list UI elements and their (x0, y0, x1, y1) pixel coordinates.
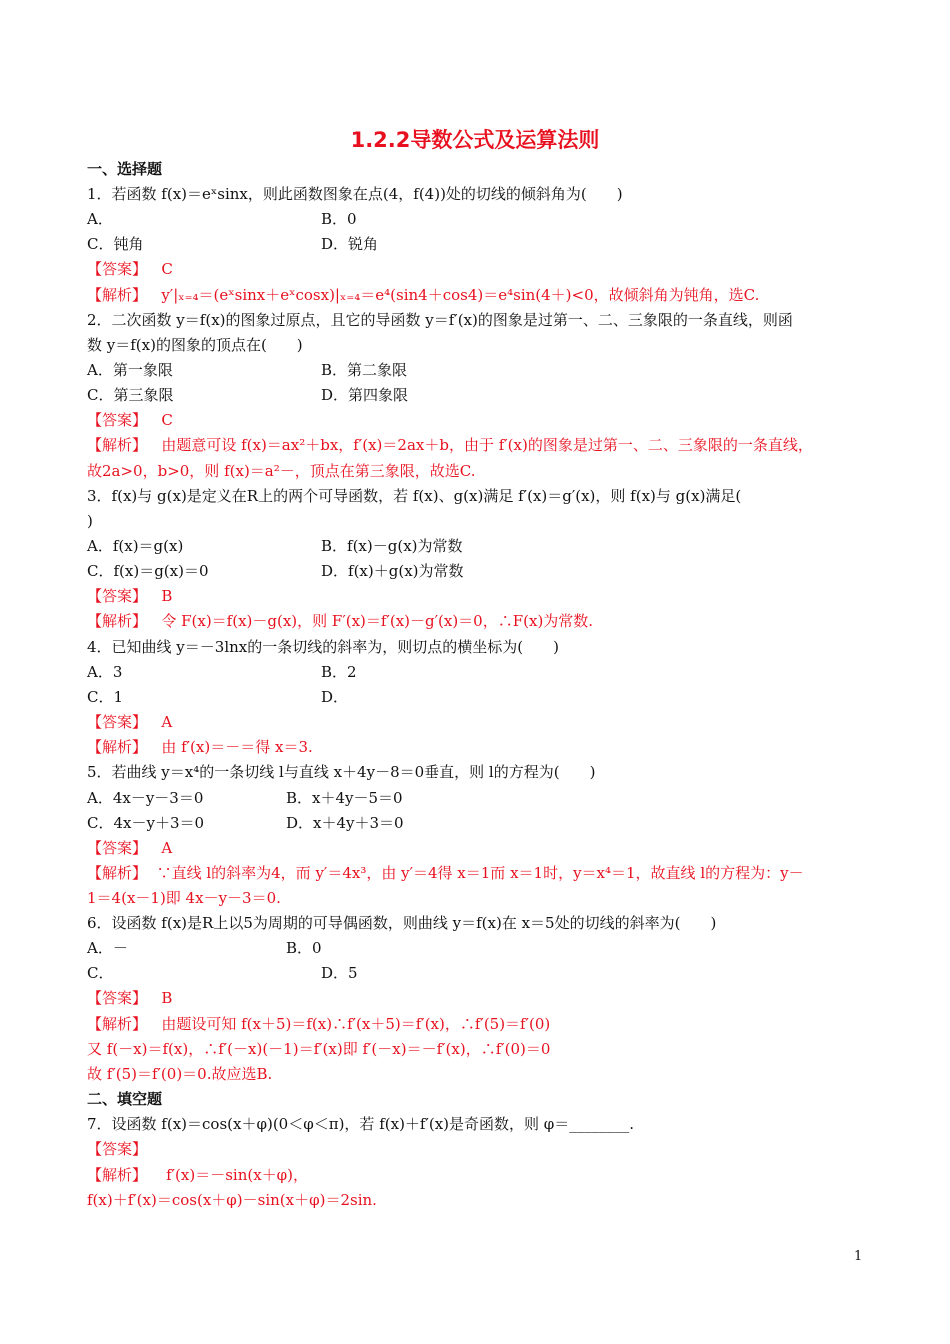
answer-line (87, 409, 173, 431)
analysis-text-cont: 1＝4(x－1)即 4x－y－3＝0. (87, 889, 281, 907)
analysis-label: 【解析】 (87, 286, 148, 304)
page-number: 1 (854, 1249, 863, 1264)
answer-line (87, 837, 172, 859)
answer-value: B (161, 989, 173, 1007)
analysis-text: y′|ₓ₌₄＝(eˣsinx＋eˣcosx)|ₓ₌₄＝e⁴(sin4＋cos4)＝e⁴sin(4＋)<0，故倾斜角为钝角，选C. (161, 286, 760, 304)
option-b: B．第二象限 (321, 361, 408, 379)
option-b: B．0 (321, 210, 357, 228)
answer-line (87, 711, 172, 733)
analysis-text: f′(x)＝－sin(x＋φ)， (166, 1166, 309, 1184)
answer-value: C (161, 260, 173, 278)
analysis-label: 【解析】 (87, 1015, 148, 1033)
analysis-text: ∵直线 l的斜率为4，而 y′＝4x³，由 y′＝4得 x＝1而 x＝1时，y＝x⁴＝1，故直线 l的方程为：y－ (156, 864, 804, 882)
question-7-stem: 7．设函数 f(x)＝cos(x＋φ)(0＜φ＜π)，若 f(x)＋f′(x)是奇函数，则 φ＝________. (87, 1115, 635, 1133)
option-c: C．钝角 (87, 235, 144, 253)
analysis-label: 【解析】 (87, 436, 148, 454)
analysis-line (87, 1013, 550, 1035)
answer-value: C (161, 411, 173, 429)
analysis-text: 由题设可知 f(x＋5)＝f(x)∴f′(x＋5)＝f′(x)，∴f′(5)＝f′(0) (161, 1015, 551, 1033)
answer-line (87, 1138, 147, 1160)
analysis-line (87, 1164, 308, 1186)
question-2-stem-cont: 数 y＝f(x)的图象的顶点在( ) (87, 336, 303, 354)
answer-label: 【答案】 (87, 1140, 148, 1158)
option-a: A．f(x)＝g(x) (87, 537, 184, 555)
answer-line (87, 585, 172, 607)
analysis-label: 【解析】 (87, 1166, 148, 1184)
analysis-text: 由 f′(x)＝－＝得 x＝3. (161, 738, 313, 756)
option-b: B．f(x)－g(x)为常数 (321, 537, 463, 555)
answer-value: B (161, 587, 173, 605)
option-c: C．4x－y＋3＝0 (87, 814, 205, 832)
option-b: B．x＋4y－5＝0 (286, 789, 403, 807)
question-6-stem: 6．设函数 f(x)是R上以5为周期的可导偶函数，则曲线 y＝f(x)在 x＝5处的切线的斜率为( ) (87, 914, 717, 932)
analysis-label: 【解析】 (87, 612, 148, 630)
question-3-stem: 3．f(x)与 g(x)是定义在R上的两个可导函数，若 f(x)、g(x)满足 f′(x)＝g′(x)，则 f(x)与 g(x)满足( (87, 487, 742, 505)
analysis-text: 由题意可设 f(x)＝ax²＋bx，f′(x)＝2ax＋b，由于 f′(x)的图象是过第一、二、三象限的一条直线， (161, 436, 813, 454)
option-d: D．锐角 (321, 235, 379, 253)
answer-value: A (161, 713, 173, 731)
section-heading: 二、填空题 (87, 1090, 163, 1108)
option-b: B．2 (321, 663, 357, 681)
analysis-label: 【解析】 (87, 738, 148, 756)
answer-label: 【答案】 (87, 587, 148, 605)
answer-label: 【答案】 (87, 260, 148, 278)
option-d: D．5 (321, 964, 358, 982)
analysis-line (87, 434, 813, 456)
analysis-text: 令 F(x)＝f(x)－g(x)，则 F′(x)＝f′(x)－g′(x)＝0，∴F(x)为常数. (161, 612, 594, 630)
option-d: D．第四象限 (321, 386, 409, 404)
option-a: A．第一象限 (87, 361, 173, 379)
option-c: C．第三象限 (87, 386, 174, 404)
option-c: C．1 (87, 688, 124, 706)
analysis-label: 【解析】 (87, 864, 148, 882)
analysis-text-cont: 又 f(－x)＝f(x)，∴f′(－x)(－1)＝f′(x)即 f′(－x)＝－f′(x)，∴f′(0)＝0 (87, 1040, 551, 1058)
option-c: C． (87, 964, 114, 982)
section-heading: 一、选择题 (87, 160, 163, 178)
answer-line (87, 987, 172, 1009)
analysis-line (87, 610, 593, 632)
question-5-stem: 5．若曲线 y＝x⁴的一条切线 l与直线 x＋4y－8＝0垂直，则 l的方程为( ) (87, 763, 596, 781)
question-3-stem-cont: ) (87, 512, 93, 530)
option-a: A．4x－y－3＝0 (87, 789, 204, 807)
answer-line (87, 258, 173, 280)
option-d: D．f(x)＋g(x)为常数 (321, 562, 464, 580)
option-a: A．3 (87, 663, 123, 681)
question-2-stem: 2．二次函数 y＝f(x)的图象过原点，且它的导函数 y＝f′(x)的图象是过第一、二、三象限的一条直线，则函 (87, 311, 793, 329)
option-a: A． (87, 210, 113, 228)
analysis-text-cont: 故 f′(5)＝f′(0)＝0.故应选B. (87, 1065, 273, 1083)
option-c: C．f(x)＝g(x)＝0 (87, 562, 209, 580)
analysis-line (87, 736, 313, 758)
question-4-stem: 4．已知曲线 y＝－3lnx的一条切线的斜率为，则切点的横坐标为( ) (87, 638, 559, 656)
analysis-text-cont: f(x)＋f′(x)＝cos(x＋φ)－sin(x＋φ)＝2sin. (87, 1191, 377, 1209)
option-d: D． (321, 688, 349, 706)
answer-label: 【答案】 (87, 839, 148, 857)
option-b: B．0 (286, 939, 322, 957)
answer-label: 【答案】 (87, 713, 148, 731)
page-title: 1.2.2导数公式及运算法则 (350, 128, 600, 152)
analysis-line (87, 284, 759, 306)
analysis-text-cont: 故2a>0，b>0，则 f(x)＝a²－，顶点在第三象限，故选C. (87, 462, 476, 480)
analysis-line (87, 862, 804, 884)
answer-label: 【答案】 (87, 411, 148, 429)
option-a: A．－ (87, 939, 128, 957)
option-d: D．x＋4y＋3＝0 (286, 814, 404, 832)
question-1-stem: 1．若函数 f(x)＝eˣsinx，则此函数图象在点(4，f(4))处的切线的倾斜角为( ) (87, 185, 623, 203)
answer-label: 【答案】 (87, 989, 148, 1007)
answer-value: A (161, 839, 173, 857)
